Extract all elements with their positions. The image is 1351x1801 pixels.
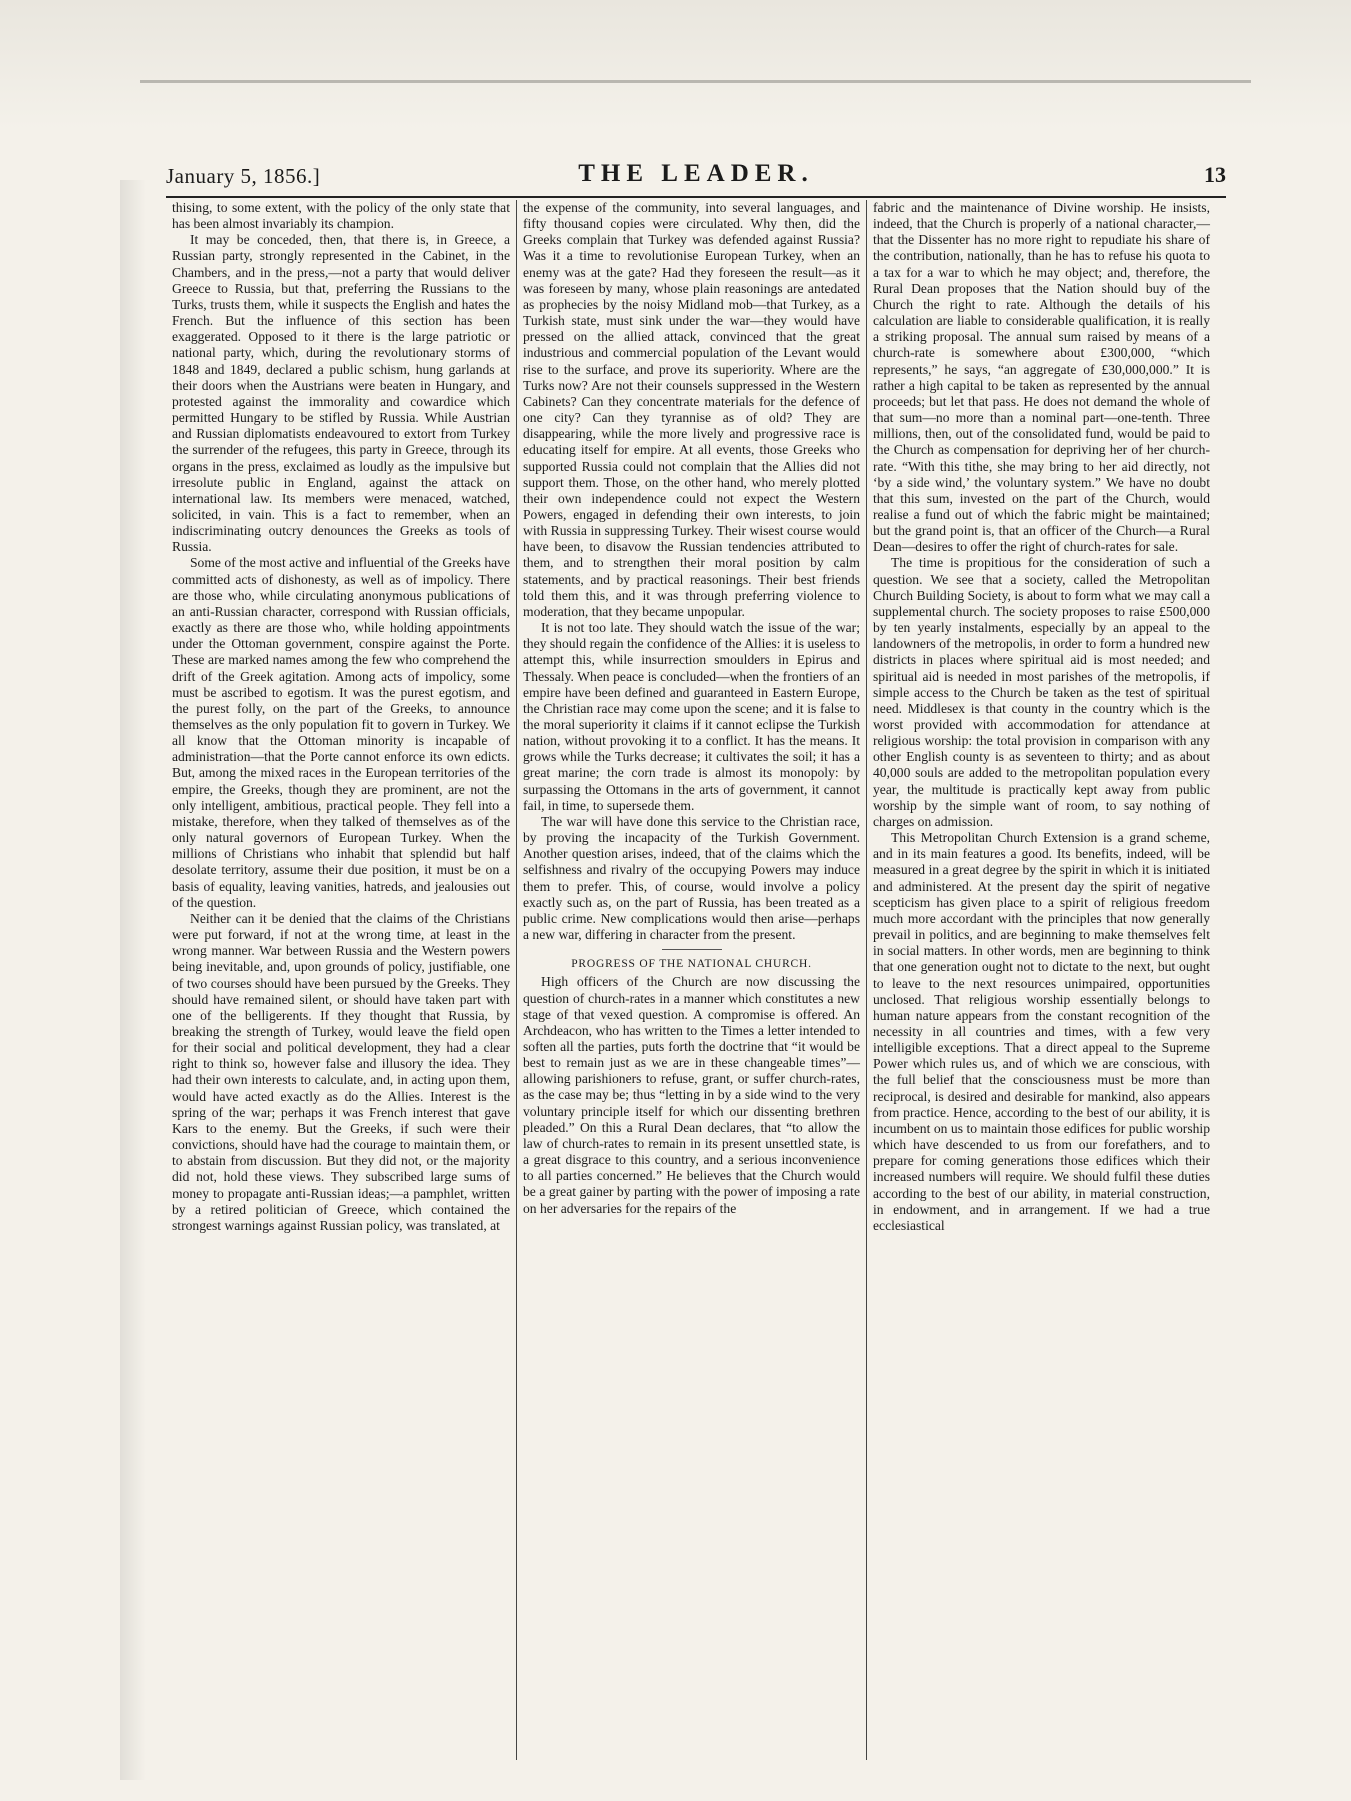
- page-binding-shadow: [120, 180, 146, 1780]
- article-paragraph: High officers of the Church are now discussing the question of church-rates in a manner which constitutes a new stage of that vexed question. A compromise is offered. An Archdeacon, who has written to the Times a letter intended to soften all the parties, puts forth the doctrine that “it would be best to remain just as we are in these changeable times”—allowing parishioners to refuse, grant, or suffer church-rates, as the case may be; thus “letting in by a side wind to the very voluntary principle itself for which our dissenting brethren pleaded.” On this a Rural Dean declares, that “to allow the law of church-rates to remain in its present unsettled state, is a great disgrace to this country, and a serious inconvenience to all parties concerned.” He believes that the Church would be a great gainer by parting with the power of imposing a rate on her adversaries for the repairs of the: [523, 974, 860, 1216]
- article-paragraph: the expense of the community, into several languages, and fifty thousand copies were circulated. Why then, did the Greeks complain that Turkey was defended against Russia? Was it a time to revolutionise European Turkey, when an enemy was at the gate? Had they foreseen the result—as it was foreseen by many, whose plain reasonings are antedated as prophecies by the noisy Midland mob—that Turkey, as a Turkish state, must sink under the war—they would have pressed on the allied attack, convinced that the great industrious and commercial population of the Levant would rise to the surface, and prove its superiority. Where are the Turks now? Are not their counsels suppressed in the Western Cabinets? Can they concentrate materials for the defence of one city? Can they tyrannise as of old? They are disappearing, while the more lively and progressive race is educating itself for empire. At all events, those Greeks who supported Russia could not complain that the Allies did not support them. Those, on the other hand, who merely plotted their own independence could not expect the Western Powers, engaged in defending their own interests, to join with Russia in suppressing Turkey. Their wisest course would have been, to disavow the Russian tendencies attributed to them, and to strengthen their moral position by calm statements, and by practical reasonings. Their best friends told them this, and it was through preferring violence to moderation, that they became unpopular.: [523, 200, 860, 619]
- column-2: [516, 200, 866, 1760]
- article-paragraph: The war will have done this service to the Christian race, by proving the incapacity of the Turkish Government. Another question arises, indeed, that of the claims which the selfishness and rivalry of the occupying Powers may induce them to prefer. This, of course, would involve a policy exactly such as, on the part of Russia, has been treated as a public crime. New complications would then arise—perhaps a new war, differing in character from the present.: [523, 813, 860, 943]
- section-heading: PROGRESS OF THE NATIONAL CHURCH.: [571, 958, 812, 971]
- article-paragraph: thising, to some extent, with the policy of the only state that has been almost invariably its champion.: [172, 200, 510, 232]
- article-paragraph: fabric and the maintenance of Divine worship. He insists, indeed, that the Church is properly of a national character,—that the Dissenter has no more right to repudiate his share of the contribution, nationally, than he has to refuse his quota to a tax for a war to which he may object; and, therefore, the Rural Dean proposes that the Nation should buy of the Church the right to rate. Although the details of his calculation are liable to considerable qualification, it is really a striking proposal. The annual sum raised by means of a church-rate is somewhere about £300,000, “which represents,” he says, “an aggregate of £30,000,000.” It is rather a high capital to be taken as represented by the annual proceeds; but let that pass. He does not demand the whole of that sum—no more than a nominal part—one-tenth. Three millions, then, out of the consolidated fund, would be paid to the Church as compensation for depriving her of her church-rate. “With this tithe, she may bring to her aid directly, not ‘by a side wind,’ the voluntary system.” We have no doubt that this sum, invested on the part of the Church, would realise a fund out of which the fabric might be maintained; but the grand point is, that an officer of the Church—a Rural Dean—desires to offer the right of church-rates for sale.: [873, 200, 1210, 555]
- top-rule: [140, 80, 1251, 83]
- masthead: [166, 160, 1226, 198]
- page-edge: [0, 0, 1351, 130]
- article-paragraph: Some of the most active and influential of the Greeks have committed acts of dishonesty, as well as of impolicy. There are those who, while circulating anonymous publications of an anti-Russian character, correspond with Russian officials, exactly as there are those who, while holding appointments under the Ottoman government, conspire against the Porte. These are marked names among the few who comprehend the drift of the Greek agitation. Among acts of impolicy, some must be ascribed to egotism. It was the purest egotism, and the purest folly, on the part of the Greeks, to announce themselves as the only population fit to govern in Turkey. We all know that the Ottoman minority is incapable of administration—that the Porte cannot enforce its own edicts. But, among the mixed races in the European territories of the empire, the Greeks, though they are prominent, are not the only intelligent, ambitious, practical people. They fell into a mistake, therefore, when they talked of themselves as of the only natural governors of European Turkey. When the millions of Christians who inhabit that splendid but half desolate territory, assume their due position, it must be on a basis of equality, leaving vanities, hatreds, and jealousies out of the question.: [172, 555, 510, 910]
- article-paragraph: It is not too late. They should watch the issue of the war; they should regain the confidence of the Allies: it is useless to attempt this, while insurrection smoulders in Epirus and Thessaly. When peace is concluded—when the frontiers of an empire have been defined and guaranteed in Eastern Europe, the Christian race may come upon the scene; and it is false to the moral superiority it claims if it cannot eclipse the Turkish nation, without provoking it to a conflict. It has the means. It grows while the Turks decrease; it cultivates the soil; it has a great marine; the corn trade is almost its monopoly: by surpassing the Ottomans in the arts of government, it cannot fail, in time, to supersede them.: [523, 620, 860, 813]
- issue-date: January 5, 1856.]: [166, 164, 321, 188]
- section-divider: [662, 949, 722, 950]
- column-3: [866, 200, 1216, 1760]
- article-paragraph: This Metropolitan Church Extension is a grand scheme, and in its main features a good. Its benefits, indeed, will be measured in a great degree by the spirit in which it is initiated and administered. At the present day the spirit of negative scepticism has given place to a spirit of religious freedom much more accordant with the principles that now generally prevail in politics, and are beginning to make themselves felt in social matters. In other words, men are beginning to think that one generation ought not to dictate to the next, but ought to leave to the next resources unimpaired, opportunities unclosed. That religious worship essentially belongs to human nature appears from the constant recognition of the necessity in all countries and times, with a few very intelligible exceptions. That a direct appeal to the Supreme Power which rules us, and of which we are conscious, with the full belief that the consciousness must be more than reciprocal, is desired and desirable for mankind, also appears from practice. Hence, according to the best of our ability, it is incumbent on us to maintain those edifices for public worship which have descended to us from our forefathers, and to prepare for coming generations those edifices which their increased numbers will require. We should fulfil these duties according to the best of our ability, in material construction, in endowment, and in arrangement. If we had a true ecclesiastical: [873, 830, 1210, 1233]
- article-columns: [166, 200, 1226, 1760]
- article-paragraph: It may be conceded, then, that there is, in Greece, a Russian party, strongly represented in the Cabinet, in the Chambers, and in the press,—not a party that would deliver Greece to Russia, but that, preferring the Russians to the Turks, trusts them, while it suspects the English and hates the French. But the influence of this section has been exaggerated. Opposed to it there is the large patriotic or national party, which, during the revolutionary storms of 1848 and 1849, declared a public schism, hung garlands at their doors when the Austrians were beaten in Hungary, and protested against the immorality and cowardice which permitted Hungary to be stifled by Russia. While Austrian and Russian diplomatists endeavoured to extort from Turkey the surrender of the refugees, this party in Greece, through its organs in the press, exclaimed as loudly as the impulsive but irresolute public in England, against the attack on international law. Its members were menaced, watched, solicited, in vain. This is a fact to remember, when an indiscriminating outcry denounces the Greeks as tools of Russia.: [172, 232, 510, 555]
- article-paragraph: Neither can it be denied that the claims of the Christians were put forward, if not at the wrong time, at least in the wrong manner. War between Russia and the Western powers being inevitable, and, upon grounds of policy, justifiable, one of two courses should have been pursued by the Greeks. They should have remained silent, or should have taken part with one of the belligerents. If they thought that Russia, by breaking the strength of Turkey, would leave the field open for their social and political development, they had a clear right to think so, however false and illusory the idea. They had their own interests to calculate, and, in acting upon them, would have acted exactly as do the Allies. Interest is the spring of the war; perhaps it was French interest that gave Kars to the enemy. But the Greeks, if such were their convictions, should have had the courage to maintain them, or to abstain from discussion. But they did not, or the majority did not, hold these views. They subscribed large sums of money to propagate anti-Russian ideas;—a pamphlet, written by a retired politician of Greece, which contained the strongest warnings against Russian policy, was translated, at: [172, 910, 510, 1233]
- page-number: 13: [1204, 162, 1226, 187]
- article-paragraph: The time is propitious for the consideration of such a question. We see that a society, called the Metropolitan Church Building Society, is about to form what we may call a supplemental church. The society proposes to raise £500,000 by ten yearly instalments, especially by an appeal to the landowners of the metropolis, in order to form a hundred new districts in places where spiritual aid is most needed; and spiritual aid is needed in most parishes of the metropolis, if simple access to the Church be taken as the test of spiritual need. Middlesex is that county in the country which is the worst provided with accommodation for attendance at religious worship: the total provision in comparison with any other English county is as seventeen to thirty; and as about 40,000 souls are added to the metropolitan population every year, the multitude is practically kept away from public worship by the simple want of room, to say nothing of charges on admission.: [873, 555, 1210, 829]
- column-1: [166, 200, 516, 1760]
- newspaper-title: THE LEADER.: [578, 160, 814, 187]
